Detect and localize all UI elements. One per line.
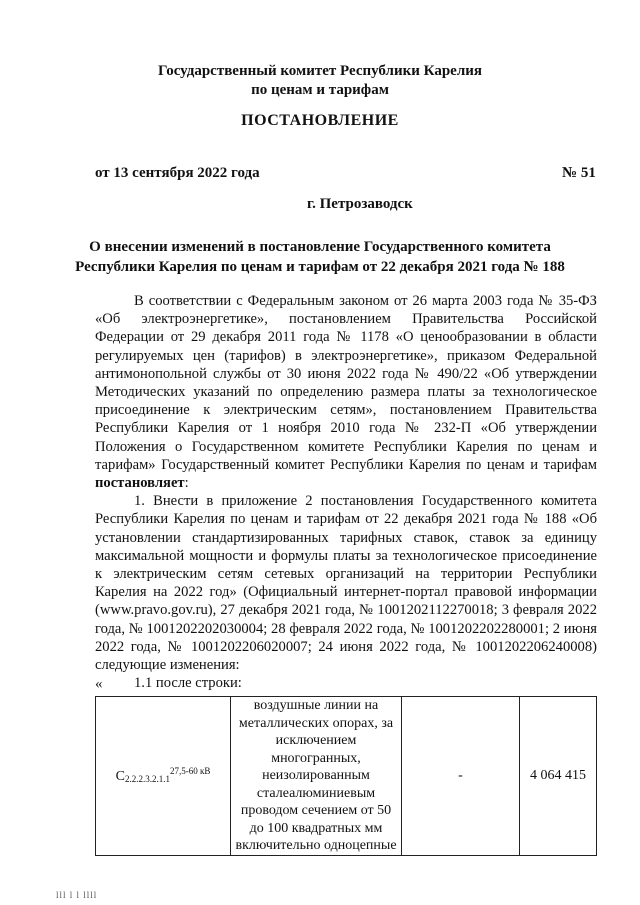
subject-line1: О внесении изменений в постановление Государственного комитета: [89, 239, 551, 255]
clause-1-paragraph: 1. Внести в приложение 2 постановления Государственного комитета Республики Карелия по ценам и тарифам от 22 декабря 2021 года № 188 «Об установлении стандартизированных тарифных ставок, ставок за единицу максимальной мощности и формулы платы за технологическое присоединение к электрическим сетям сетевых организаций на территории Республики Карелия на 2022 год» (Официальный интернет-портал правовой информации (www.pravo.gov.ru), 27 декабря 2021 года, № 1001202112270018; 3 февраля 2022 года, № 1001202202030004; 28 февраля 2022 года, № 1001202202280001; 2 июня 2022 года, № 1001202206020007; 24 июня 2022 года, № 1001202206240008) следующие изменения:: [95, 493, 597, 674]
rate-code-cell: [96, 697, 231, 856]
document-number: № 51: [562, 165, 596, 181]
document-city: г. Петрозаводск: [307, 196, 413, 212]
subject-line2: Республики Карелия по ценам и тарифам от 22 декабря 2021 года № 188: [75, 259, 565, 275]
preamble-colon: :: [184, 475, 189, 492]
organization-name-line1: Государственный комитет Республики Карелия: [158, 63, 482, 79]
resolves-keyword: постановляет: [95, 475, 185, 492]
document-body: [95, 292, 597, 692]
preamble-paragraph: [95, 292, 597, 492]
rate-value-cell: 4 064 415: [520, 697, 597, 856]
document-date: от 13 сентября 2022 года: [95, 165, 260, 181]
line-description-cell: воздушные линии на металлических опорах, за исключением многогранных, неизолированным сталеалюминиевым проводом сечением от 50 до 100 квадратных мм включительно одноцепные: [231, 697, 402, 856]
rate-code-superscript: 27,5-60 кВ: [169, 766, 211, 776]
empty-value-cell: -: [402, 697, 520, 856]
organization-name-line2: по ценам и тарифам: [251, 82, 389, 98]
preamble-text: В соответствии с Федеральным законом от 26 марта 2003 года № 35-ФЗ «Об электроэнергетике», постановлением Правительства Российской Федерации от 29 декабря 2011 года № 1178 «О ценообразовании в области регулируемых цен (тарифов) в электроэнергетике», приказом Федеральной антимонопольной службы от 30 июня 2022 года № 490/22 «Об утверждении Методических указаний по определению размера платы за технологическое присоединение к электрическим сетям», постановлением Правительства Республики Карелия от 1 ноября 2010 года № 232-П «Об утверждении Положения о Государственном комитете Республики Карелия по ценам и тарифам» Государственный комитет Республики Карелия по ценам и тарифам: [95, 293, 597, 473]
scan-footer-marks: lll l l llll: [56, 890, 98, 900]
opening-quote-mark: «: [95, 676, 103, 692]
tariff-table: [95, 696, 597, 856]
rate-code-subscript: 2.2.2.3.2.1.1: [124, 774, 170, 784]
clause-1-1-paragraph: 1.1 после строки:: [134, 675, 242, 692]
document-type-heading: ПОСТАНОВЛЕНИЕ: [241, 112, 399, 129]
rate-code-base: С: [115, 769, 125, 784]
table-row: [96, 697, 597, 856]
